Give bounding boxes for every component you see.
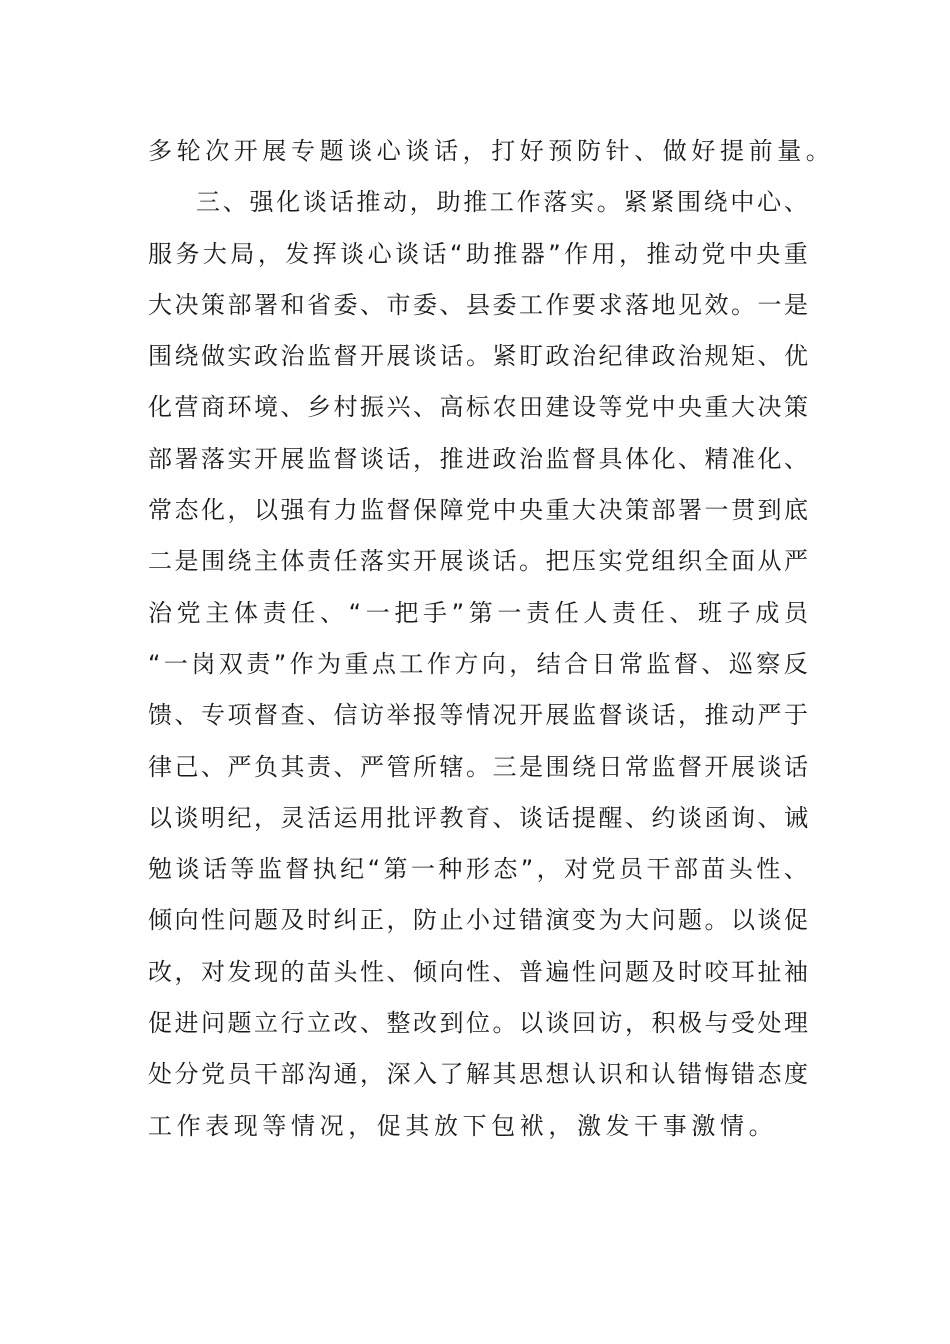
text-line: 倾 向 性 问 题 及 时 纠 正 ， 防 止 小 过 错 演 变 为 大 问 题 。 以 谈 促 xyxy=(148,906,808,935)
text-line: “ 一 岗 双 责 ” 作 为 重 点 工 作 方 向 ， 结 合 日 常 监 督 、 巡 察 反 xyxy=(148,649,808,678)
text-line: 律 己 、 严 负 其 责 、 严 管 所 辖 。 三 是 围 绕 日 常 监 督 开 展 谈 话 xyxy=(148,752,808,781)
text-line: 勉 谈 话 等 监 督 执 纪 “ 第 一 种 形 态 ” ， 对 党 员 干 部 苗 头 性 、 xyxy=(148,855,808,884)
text-line: 馈 、 专 项 督 查 、 信 访 举 报 等 情 况 开 展 监 督 谈 话 ， 推 动 严 于 xyxy=(148,701,808,730)
text-line: 常 态 化 ， 以 强 有 力 监 督 保 障 党 中 央 重 大 决 策 部 署 一 贯 到 底 xyxy=(148,496,808,525)
body-text xyxy=(148,126,835,1152)
text-line: 处 分 党 员 干 部 沟 通 ， 深 入 了 解 其 思 想 认 识 和 认 错 悔 错 态 度 xyxy=(148,1060,808,1089)
text-line: 促 进 问 题 立 行 立 改 、 整 改 到 位 。 以 谈 回 访 ， 积 极 与 受 处 理 xyxy=(148,1009,808,1038)
text-line: 围 绕 做 实 政 治 监 督 开 展 谈 话 。 紧 盯 政 治 纪 律 政 治 规 矩 、 优 xyxy=(148,342,808,371)
text-line: 二 是 围 绕 主 体 责 任 落 实 开 展 谈 话 。 把 压 实 党 组 织 全 面 从 严 xyxy=(148,547,808,576)
text-line: 改 ， 对 发 现 的 苗 头 性 、 倾 向 性 、 普 遍 性 问 题 及 时 咬 耳 扯 袖 xyxy=(148,957,808,986)
text-line: 化 营 商 环 境 、 乡 村 振 兴 、 高 标 农 田 建 设 等 党 中 央 重 大 决 策 xyxy=(148,393,808,422)
text-line: 多轮次开展专题谈心谈话，打好预防针、做好提前量。 xyxy=(148,137,835,165)
text-line: 大 决 策 部 署 和 省 委 、 市 委 、 县 委 工 作 要 求 落 地 见 效 。 一 是 xyxy=(148,290,808,319)
text-line: 工作表现等情况，促其放下包袱，激发干事激情。 xyxy=(148,1111,778,1140)
text-line: 以 谈 明 纪 ， 灵 活 运 用 批 评 教 育 、 谈 话 提 醒 、 约 谈 函 询 、 诫 xyxy=(148,803,808,832)
text-line: 服 务 大 局 ， 发 挥 谈 心 谈 话 “ 助 推 器 ” 作 用 ， 推 动 党 中 央 重 xyxy=(148,239,808,268)
text-line: 部 署 落 实 开 展 监 督 谈 话 ， 推 进 政 治 监 督 具 体 化 、 精 准 化 、 xyxy=(148,444,808,473)
text-line: 治 党 主 体 责 任 、 “ 一 把 手 ” 第 一 责 任 人 责 任 、 班 子 成 员 xyxy=(148,598,808,627)
text-line: 三 、 强 化 谈 话 推 动 ， 助 推 工 作 落 实 。 紧 紧 围 绕 中 心 、 xyxy=(196,188,808,217)
